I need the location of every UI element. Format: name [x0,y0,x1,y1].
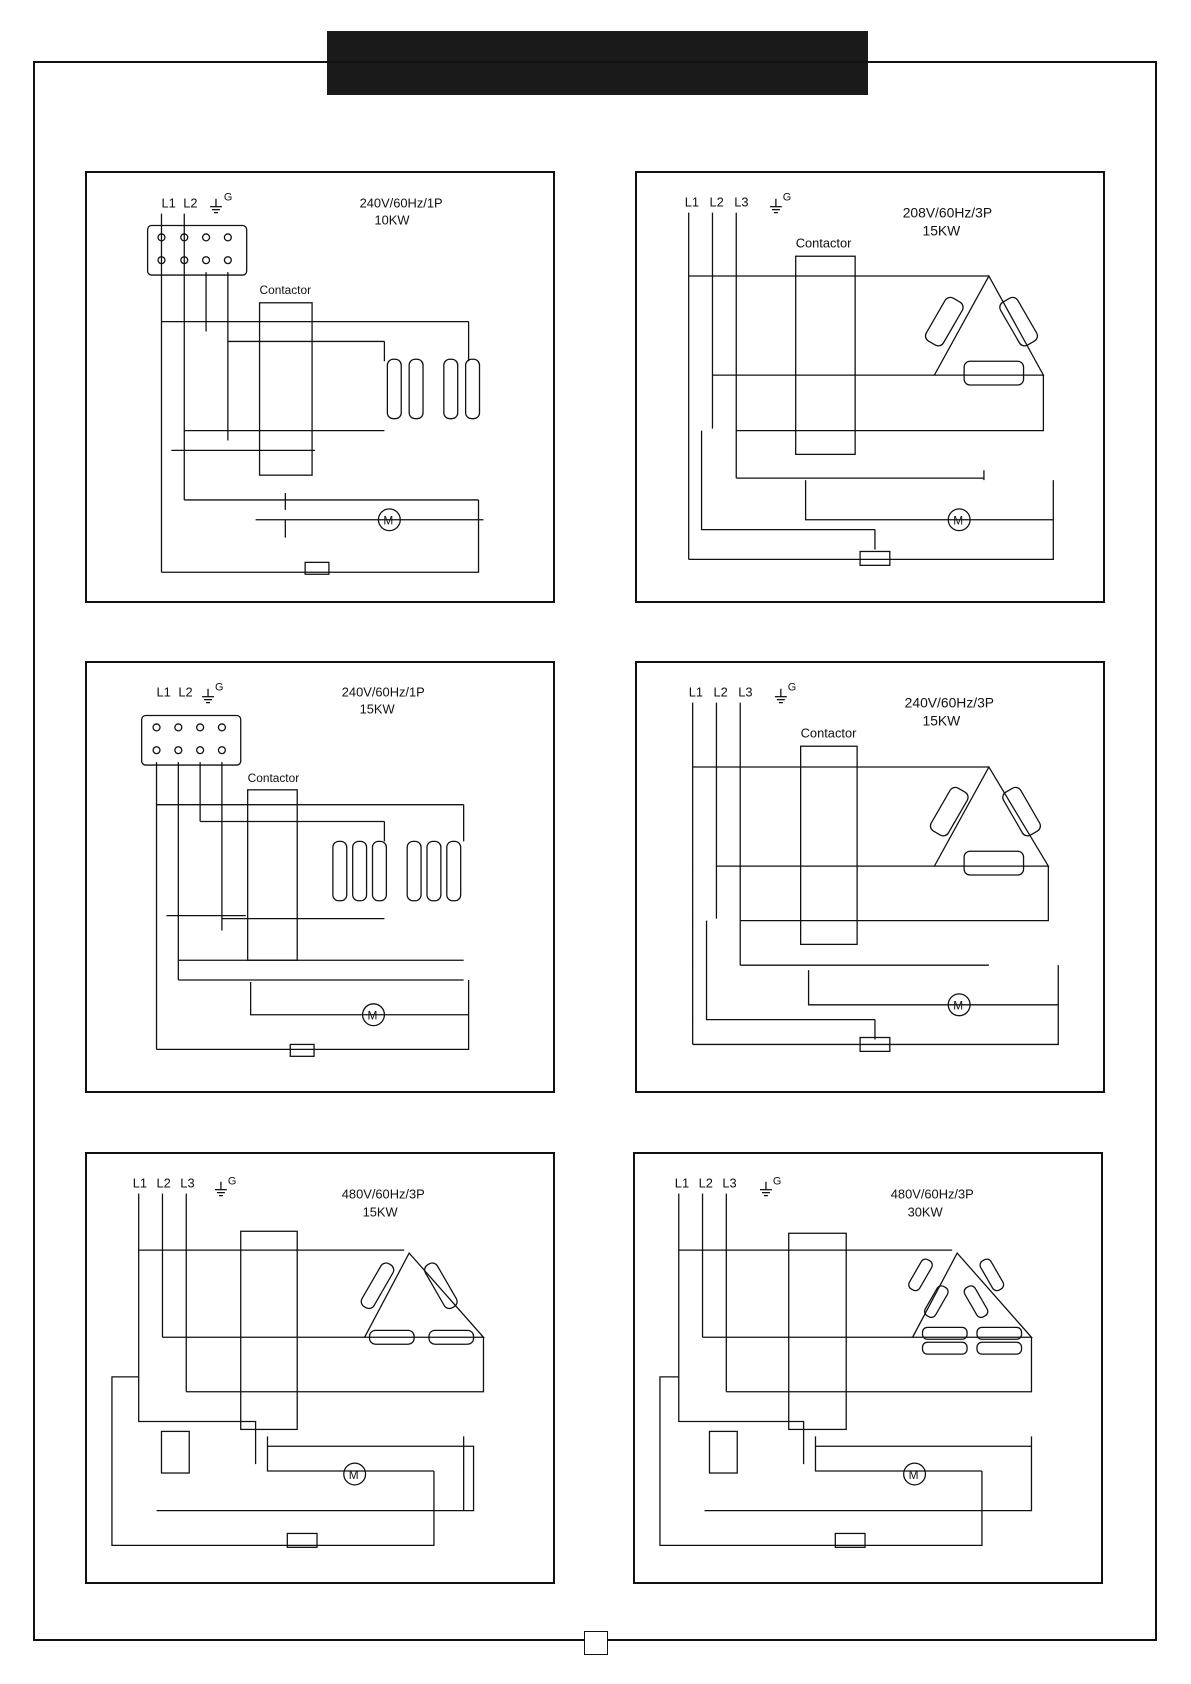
line-label-l3: L3 [734,194,749,210]
ground-label: G [782,191,792,204]
line-label-l1: L1 [674,1175,690,1191]
heater-elements [333,841,461,900]
line-label-l1: L1 [161,195,176,211]
svg-text:M: M [383,513,394,528]
line-label-l2: L2 [156,1175,171,1191]
terminal-block [142,716,241,766]
ground-icon [770,199,782,213]
line-label-l3: L3 [738,684,753,700]
wiring-diagram [87,173,553,601]
line-label-l3: L3 [722,1175,737,1191]
line-label-l2: L2 [713,684,728,700]
contactor-label: Contactor [795,235,852,251]
diagram-240v-1p-10kw [85,171,555,603]
spec-voltage: 240V/60Hz/1P [359,195,443,211]
heater-elements [928,767,1048,875]
ground-icon [210,199,222,213]
spec-voltage: 480V/60Hz/3P [341,1186,425,1202]
contactor-box [248,790,298,960]
ground-label: G [772,1175,782,1188]
motor-icon [344,1463,366,1485]
heater-elements [923,276,1043,385]
svg-text:M: M [348,1467,359,1482]
spec-voltage: 208V/60Hz/3P [902,204,993,221]
spec-power: 30KW [907,1204,943,1220]
line-label-l2: L2 [709,194,724,210]
page-number-box [584,1631,608,1655]
line-label-l1: L1 [688,684,704,700]
line-label-l1: L1 [132,1175,148,1191]
line-label-l2: L2 [183,195,198,211]
contactor-box [241,1231,297,1429]
contactor-box [801,746,857,944]
spec-voltage: 480V/60Hz/3P [890,1186,974,1202]
wiring-diagram [87,1154,553,1582]
transformer-icon [709,1431,737,1473]
svg-text:M: M [908,1467,919,1482]
heater-elements [907,1253,1032,1354]
ground-label: G [227,1175,237,1188]
contactor-box [796,256,855,454]
line-label-l2: L2 [698,1175,713,1191]
diagram-240v-1p-15kw [85,661,555,1093]
thermal-switch [860,551,890,565]
spec-power: 10KW [374,212,410,228]
spec-power: 15KW [359,701,395,717]
contactor-label: Contactor [247,770,300,785]
thermal-switch [290,1044,314,1056]
svg-text:M: M [953,998,964,1013]
diagram-240v-3p-15kw [635,661,1105,1093]
spec-voltage: 240V/60Hz/3P [904,694,995,711]
contactor-box [260,303,313,475]
ground-icon [760,1182,772,1196]
ground-icon [215,1182,227,1196]
spec-power: 15KW [922,222,961,239]
ground-label: G [223,191,233,204]
contactor-label: Contactor [800,725,857,741]
svg-text:M: M [953,513,964,528]
svg-text:M: M [367,1008,378,1023]
line-label-l1: L1 [156,684,171,700]
contactor-label: Contactor [259,282,312,297]
diagram-480v-3p-30kw [633,1152,1103,1584]
wiring-diagram [635,1154,1101,1582]
terminal-block [148,226,247,276]
ground-label: G [214,681,224,694]
heater-elements [387,359,479,418]
spec-power: 15KW [362,1204,398,1220]
contactor-box [789,1233,846,1429]
motor-icon [904,1463,926,1485]
ground-label: G [787,681,797,694]
heater-elements [359,1253,483,1344]
spec-power: 15KW [922,712,961,729]
line-label-l3: L3 [180,1175,195,1191]
diagram-208v-3p-15kw [635,171,1105,603]
ground-icon [202,689,214,703]
transformer-icon [161,1431,189,1473]
wiring-diagram [87,663,553,1091]
spec-voltage: 240V/60Hz/1P [341,684,425,700]
wiring-diagram [637,663,1103,1091]
wiring-diagram [637,173,1103,601]
ground-icon [775,689,787,703]
line-label-l1: L1 [684,194,700,210]
diagram-480v-3p-15kw [85,1152,555,1584]
line-label-l2: L2 [178,684,193,700]
